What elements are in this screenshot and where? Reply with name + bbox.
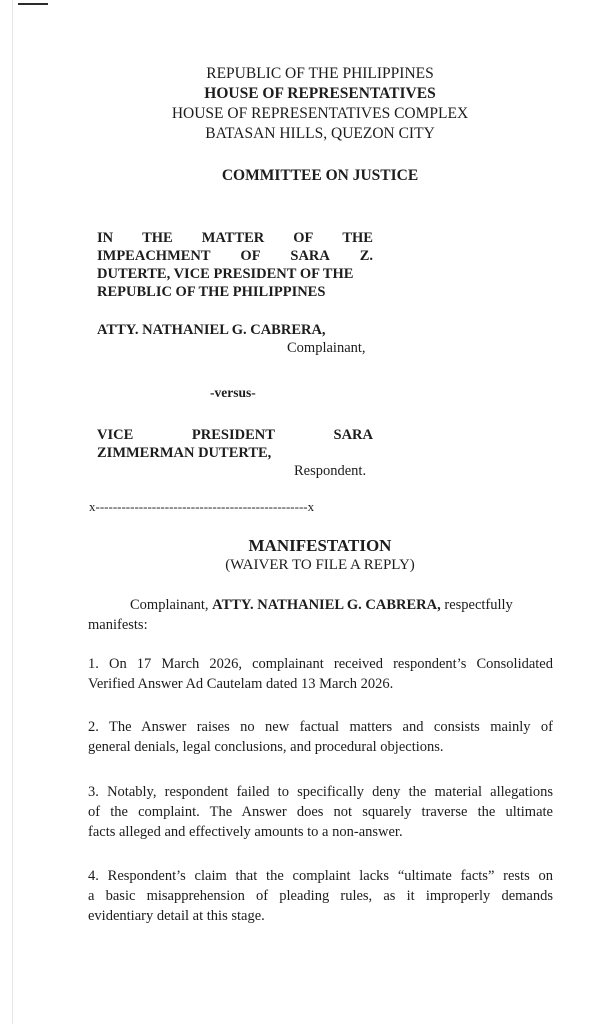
intro-rest: respectfully xyxy=(444,597,513,613)
intro-paragraph xyxy=(88,595,553,635)
matter-word: Z. xyxy=(359,248,373,264)
matter-line-1 xyxy=(97,229,373,247)
committee-name: COMMITTEE ON JUSTICE xyxy=(221,167,419,184)
matter-line-3: DUTERTE, VICE PRESIDENT OF THE xyxy=(97,266,354,282)
page-edge-line xyxy=(12,0,13,1024)
respondent-word: VICE xyxy=(97,427,134,443)
caption-divider: x-------------------------------------------------x xyxy=(89,499,315,514)
respondent-word: PRESIDENT xyxy=(191,427,275,443)
versus-label: -versus- xyxy=(210,385,256,400)
respondent-line-1 xyxy=(97,426,373,444)
paragraph-line: 1. On 17 March 2026, complainant received respondent’s Consolidated xyxy=(88,656,553,672)
paragraph-line: of the complaint. The Answer does not squarely traverse the ultimate xyxy=(88,804,553,820)
respondent-name xyxy=(97,426,373,462)
paragraph-line: general denials, legal conclusions, and procedural objections. xyxy=(88,739,444,755)
paragraph-line: 2. The Answer raises no new factual matters and consists mainly of xyxy=(88,719,553,735)
paragraph-line: Verified Answer Ad Cautelam dated 13 March 2026. xyxy=(88,676,394,692)
respondent-role: Respondent. xyxy=(294,463,367,479)
paragraph-3 xyxy=(88,782,553,842)
matter-line-2 xyxy=(97,247,373,265)
matter-word: THE xyxy=(142,230,173,246)
header-house: HOUSE OF REPRESENTATIVES xyxy=(204,85,436,102)
document-header xyxy=(120,64,520,144)
matter-word: IMPEACHMENT xyxy=(97,248,211,264)
case-matter xyxy=(97,229,373,301)
matter-word: MATTER xyxy=(201,230,265,246)
header-complex: HOUSE OF REPRESENTATIVES COMPLEX xyxy=(171,105,469,122)
paragraph-line: 4. Respondent’s claim that the complaint lacks “ultimate facts” rests on xyxy=(88,868,553,884)
header-republic: REPUBLIC OF THE PHILIPPINES xyxy=(206,65,434,82)
matter-word: OF xyxy=(293,230,314,246)
intro-lead: Complainant, xyxy=(130,597,209,613)
paragraph-line: facts alleged and effectively amounts to a non-answer. xyxy=(88,824,403,840)
matter-word: THE xyxy=(342,230,373,246)
paragraph-line: a basic misapprehension of pleading rules, as it improperly demands xyxy=(88,888,553,904)
matter-word: IN xyxy=(97,230,114,246)
respondent-line-2: ZIMMERMAN DUTERTE, xyxy=(97,445,272,461)
matter-word: OF xyxy=(240,248,261,264)
intro-line-1 xyxy=(88,595,553,615)
document-title: MANIFESTATION xyxy=(248,536,392,555)
document-subtitle: (WAIVER TO FILE A REPLY) xyxy=(225,557,415,573)
paragraph-2 xyxy=(88,717,553,757)
matter-word: SARA xyxy=(290,248,330,264)
paragraph-line: evidentiary detail at this stage. xyxy=(88,908,265,924)
paragraph-1 xyxy=(88,654,553,694)
complainant-role: Complainant, xyxy=(287,340,366,356)
top-scan-mark xyxy=(18,3,48,5)
intro-complainant-name: ATTY. NATHANIEL G. CABRERA, xyxy=(212,597,441,613)
respondent-word: SARA xyxy=(333,427,373,443)
paragraph-line: 3. Notably, respondent failed to specifically deny the material allegations xyxy=(88,784,553,800)
matter-line-4: REPUBLIC OF THE PHILIPPINES xyxy=(97,284,326,300)
header-address: BATASAN HILLS, QUEZON CITY xyxy=(205,125,435,142)
paragraph-4 xyxy=(88,866,553,926)
complainant-name: ATTY. NATHANIEL G. CABRERA, xyxy=(97,322,326,338)
intro-line-2: manifests: xyxy=(88,617,148,633)
